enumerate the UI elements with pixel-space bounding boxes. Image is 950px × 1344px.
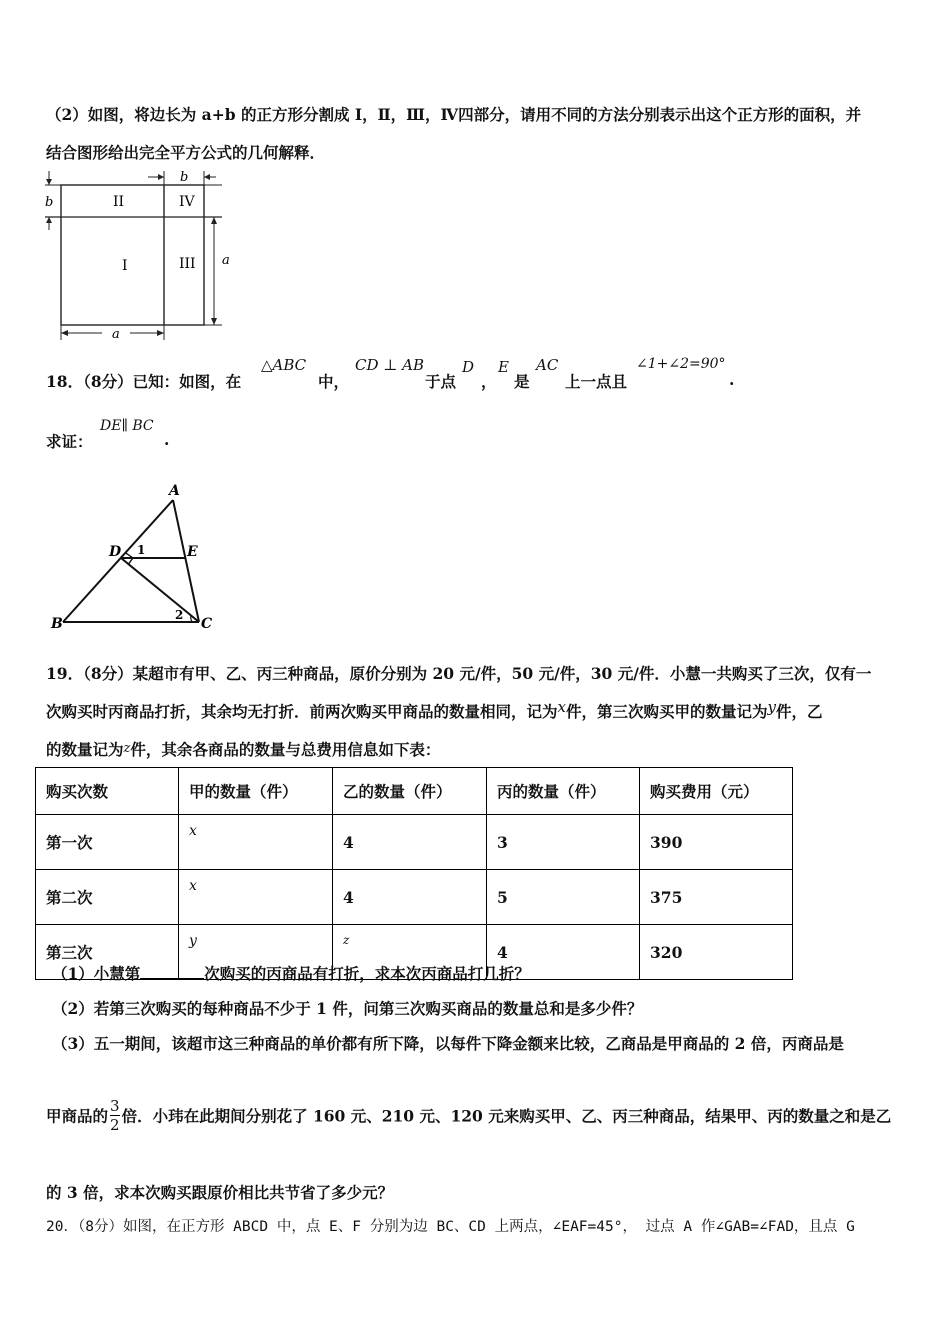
var-y: y [767, 698, 776, 716]
q18-prove-label: 求证： [46, 432, 93, 451]
side-AB [63, 500, 173, 622]
table-cell: 第三次 [36, 925, 179, 980]
square-figure [40, 168, 250, 343]
q17-part2-line2: 结合图形给出完全平方公式的几何解释． [46, 143, 326, 162]
q18-prefix: 18．（8分）已知：如图，在 [46, 372, 242, 391]
region-III-label: III [179, 256, 196, 272]
q18-point-e: E [498, 358, 509, 376]
vertex-C-label: C [201, 616, 213, 632]
table-cell: 4 [333, 815, 487, 870]
table-cell: y [179, 925, 333, 980]
table-header: 甲的数量（件） [179, 768, 333, 815]
table-header: 购买费用（元） [640, 768, 793, 815]
q20-line1: 20．（8分）如图，在正方形 ABCD 中，点 E、F 分别为边 BC、CD 上两点，∠EAF=45°， 过点 A 作∠GAB=∠FAD，且点 G [46, 1219, 855, 1235]
q18-triangle: △ABC [261, 356, 307, 374]
right-a-label: a [222, 253, 230, 268]
table-cell: 4 [333, 870, 487, 925]
table-cell: 375 [640, 870, 793, 925]
table-cell: 390 [640, 815, 793, 870]
point-E-label: E [187, 544, 198, 560]
table-row [36, 815, 793, 870]
table-cell: 5 [487, 870, 640, 925]
q18-seg-ac: AC [536, 356, 559, 374]
table-cell: 第一次 [36, 815, 179, 870]
q18-mid: 中， [318, 372, 350, 391]
q19-line2: 次购买时丙商品打折，其余均无打折．前两次购买甲商品的数量相同，记为x件，第三次购买甲的数量记为y件，乙 [46, 698, 823, 721]
table-cell: z [333, 925, 487, 980]
q19-sub1: （1）小慧第 次购买的丙商品有打折，求本次丙商品打几折？ [52, 964, 530, 983]
answer-blank [140, 964, 204, 979]
q18-angles: ∠1+∠2=90° [636, 356, 726, 372]
q19-line3: 的数量记为z件，其余各商品的数量与总费用信息如下表： [46, 740, 441, 759]
point-D-label: D [109, 544, 122, 560]
q18-prove-statement: DE∥ BC [100, 418, 154, 434]
var-z: z [123, 741, 131, 756]
purchase-table [35, 767, 793, 980]
angle-1-label: 1 [137, 543, 146, 557]
table-header: 购买次数 [36, 768, 179, 815]
q19-sub3-line2: 甲商品的 $\frac{3}{2}$ 倍．小玮在此期间分别花了 160 元、210 元、120 元来购买甲、乙、丙三种商品，结果甲、丙的数量之和是乙 [46, 1097, 892, 1134]
region-II-label: II [113, 194, 125, 210]
q19-sub2: （2）若第三次购买的每种商品不少于 1 件，问第三次购买商品的数量总和是多少件？ [52, 999, 643, 1018]
vertex-A-label: A [169, 483, 180, 499]
fraction-three-halves: $\frac{3}{2}$ [110, 1097, 120, 1134]
q18-prove-period: . [164, 430, 170, 449]
q19-line1: 19．（8分）某超市有甲、乙、丙三种商品，原价分别为 20 元/件，50 元/件，30 元/件．小慧一共购买了三次，仅有一 [46, 664, 872, 683]
table-row [36, 870, 793, 925]
table-header-row [36, 768, 793, 815]
triangle-figure [45, 480, 225, 635]
q18-point-d: D [462, 358, 475, 376]
angle-2-label: 2 [175, 608, 184, 622]
region-I-label: I [122, 258, 128, 274]
region-IV-label: IV [179, 194, 195, 210]
table-cell: 320 [640, 925, 793, 980]
q19-sub3-line3: 的 3 倍，求本次购买跟原价相比共节省了多少元？ [46, 1183, 394, 1202]
table-cell: 4 [487, 925, 640, 980]
var-x: x [557, 698, 566, 716]
left-b-label: b [45, 195, 54, 210]
table-cell: x [179, 815, 333, 870]
q18-period: . [729, 370, 735, 389]
table-cell: x [179, 870, 333, 925]
q18-onpoint: 上一点且 [565, 372, 628, 391]
table-cell: 3 [487, 815, 640, 870]
bottom-a-label: a [112, 327, 120, 342]
q18-is: 是 [514, 372, 530, 391]
table-cell: 第二次 [36, 870, 179, 925]
q17-part2-line1: （2）如图，将边长为 a+b 的正方形分割成 I，Ⅱ，Ⅲ，Ⅳ四部分，请用不同的方法分别表示出这个正方形的面积，并 [46, 105, 862, 124]
q18-foot: 于点 [425, 372, 457, 391]
q19-sub3-line1: （3）五一期间，该超市这三种商品的单价都有所下降，以每件下降金额来比较，乙商品是甲商品的 2 倍，丙商品是 [52, 1034, 844, 1053]
q18-comma: ， [481, 372, 497, 391]
q18-perp: CD ⊥ AB [355, 356, 425, 374]
table-header: 乙的数量（件） [333, 768, 487, 815]
top-b-label: b [180, 170, 189, 185]
table-header: 丙的数量（件） [487, 768, 640, 815]
vertex-B-label: B [51, 616, 63, 632]
